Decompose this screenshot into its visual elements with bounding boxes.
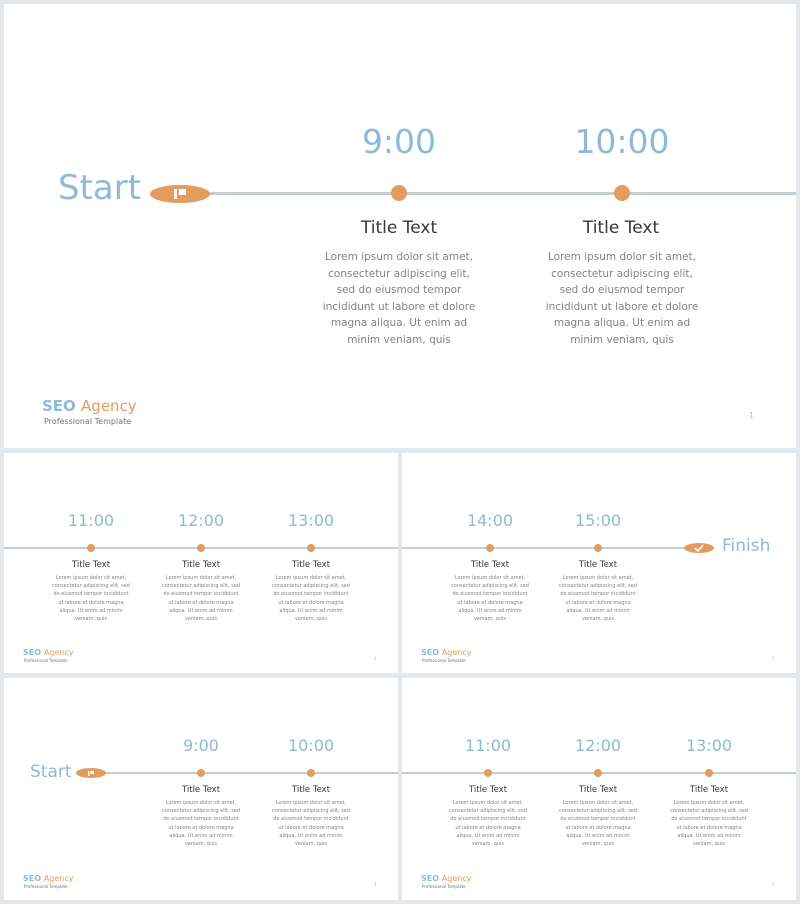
brand-tagline: Professional Template [24, 658, 68, 663]
milestone-description: Lorem ipsum dolor sit amet, consectetur adipiscing elit, sed do eiusmod tempor incididunt ut labore et dolore magna aliqua. Ut enim ad minim veniam, quis [52, 575, 130, 623]
timeline-dot [391, 185, 407, 201]
milestone-title: Title Text [578, 560, 618, 570]
brand-seo: SEO [23, 874, 42, 883]
timeline-line [104, 772, 398, 774]
flag-icon [172, 187, 188, 201]
brand-agency: Agency [43, 648, 74, 657]
milestone-title: Title Text [689, 785, 729, 795]
page-number: 3 [772, 656, 775, 661]
time-label: 10:00 [574, 122, 670, 161]
timeline-dot [197, 544, 205, 552]
milestone-title: Title Text [582, 218, 660, 238]
milestone-description: Lorem ipsum dolor sit amet, consectetur adipiscing elit, sed do eiusmod tempor incididunt ut labore et dolore magna aliqua. Ut enim ad minim veniam, quis [670, 800, 748, 848]
start-label: Start [30, 762, 72, 782]
brand-logo [23, 874, 74, 883]
milestone-title: Title Text [291, 560, 331, 570]
brand-logo [42, 397, 137, 415]
brand-logo [23, 648, 74, 657]
time-label: 12:00 [177, 511, 225, 530]
milestone-title: Title Text [71, 560, 111, 570]
milestone-description: Lorem ipsum dolor sit amet, consectetur adipiscing elit, sed do eiusmod tempor incididunt ut labore et dolore magna aliqua. Ut enim ad minim veniam, quis [451, 575, 529, 623]
brand-logo [421, 648, 472, 657]
milestone-description: Lorem ipsum dolor sit amet, consectetur adipiscing elit, sed do eiusmod tempor incididunt ut labore et dolore magna aliqua. Ut enim ad minim veniam, quis [559, 575, 637, 623]
page-number: 5 [772, 882, 775, 887]
brand-seo: SEO [421, 874, 440, 883]
timeline-dot [486, 544, 494, 552]
time-label: 13:00 [685, 736, 733, 755]
page-number: 4 [374, 882, 377, 887]
start-badge [150, 185, 210, 203]
milestone-title: Title Text [578, 785, 618, 795]
slide-1[interactable] [4, 4, 796, 448]
page-number: 2 [374, 656, 377, 661]
milestone-description: Lorem ipsum dolor sit amet, consectetur adipiscing elit, sed do eiusmod tempor incididunt ut labore et dolore magna aliqua. Ut enim ad minim veniam, quis [559, 800, 637, 848]
time-label: 12:00 [574, 736, 622, 755]
brand-tagline: Professional Template [24, 884, 68, 889]
milestone-description: Lorem ipsum dolor sit amet, consectetur adipiscing elit, sed do eiusmod tempor incididunt ut labore et dolore magna aliqua. Ut enim ad minim veniam, quis [322, 251, 476, 346]
brand-tagline: Professional Template [422, 658, 466, 663]
timeline-dot [307, 769, 315, 777]
milestone-description: Lorem ipsum dolor sit amet, consectetur adipiscing elit, sed do eiusmod tempor incididunt ut labore et dolore magna aliqua. Ut enim ad minim veniam, quis [272, 575, 350, 623]
timeline-dot [307, 544, 315, 552]
finish-label: Finish [722, 536, 771, 556]
milestone-title: Title Text [468, 785, 508, 795]
brand-agency: Agency [43, 874, 74, 883]
timeline-dot [614, 185, 630, 201]
slide-4[interactable] [4, 678, 398, 900]
brand-agency: Agency [441, 648, 472, 657]
brand-seo: SEO [42, 397, 76, 415]
timeline-dot [197, 769, 205, 777]
milestone-title: Title Text [181, 785, 221, 795]
milestone-title: Title Text [291, 785, 331, 795]
milestone-description: Lorem ipsum dolor sit amet, consectetur adipiscing elit, sed do eiusmod tempor incididunt ut labore et dolore magna aliqua. Ut enim ad minim veniam, quis [545, 251, 699, 346]
timeline-line [402, 547, 692, 549]
milestone-description: Lorem ipsum dolor sit amet, consectetur adipiscing elit, sed do eiusmod tempor incididunt ut labore et dolore magna aliqua. Ut enim ad minim veniam, quis [162, 575, 240, 623]
start-label: Start [58, 168, 142, 208]
flag-icon [87, 770, 95, 777]
milestone-description: Lorem ipsum dolor sit amet, consectetur adipiscing elit, sed do eiusmod tempor incididunt ut labore et dolore magna aliqua. Ut enim ad minim veniam, quis [272, 800, 350, 848]
time-label: 9:00 [183, 736, 219, 755]
brand-agency: Agency [81, 397, 137, 415]
milestone-description: Lorem ipsum dolor sit amet, consectetur adipiscing elit, sed do eiusmod tempor incididunt ut labore et dolore magna aliqua. Ut enim ad minim veniam, quis [162, 800, 240, 848]
timeline-dot [594, 544, 602, 552]
brand-tagline: Professional Template [422, 884, 466, 889]
check-icon [694, 544, 704, 552]
milestone-title: Title Text [181, 560, 221, 570]
milestone-title: Title Text [360, 218, 438, 238]
slide-3[interactable] [402, 453, 796, 673]
time-label: 11:00 [464, 736, 512, 755]
timeline-dot [87, 544, 95, 552]
brand-seo: SEO [421, 648, 440, 657]
time-label: 14:00 [466, 511, 514, 530]
timeline-dot [484, 769, 492, 777]
time-label: 13:00 [287, 511, 335, 530]
milestone-title: Title Text [470, 560, 510, 570]
time-label: 11:00 [67, 511, 115, 530]
start-badge [76, 768, 106, 778]
page-number: 1 [749, 411, 755, 420]
time-label: 15:00 [574, 511, 622, 530]
brand-seo: SEO [23, 648, 42, 657]
brand-tagline: Professional Template [44, 417, 132, 426]
timeline-dot [705, 769, 713, 777]
slide-2[interactable] [4, 453, 398, 673]
time-label: 9:00 [361, 122, 437, 161]
timeline-dot [594, 769, 602, 777]
brand-agency: Agency [441, 874, 472, 883]
time-label: 10:00 [287, 736, 335, 755]
timeline-line [204, 192, 796, 195]
brand-logo [421, 874, 472, 883]
milestone-description: Lorem ipsum dolor sit amet, consectetur adipiscing elit, sed do eiusmod tempor incididunt ut labore et dolore magna aliqua. Ut enim ad minim veniam, quis [449, 800, 527, 848]
slide-5[interactable] [402, 678, 796, 900]
finish-badge [684, 543, 714, 553]
